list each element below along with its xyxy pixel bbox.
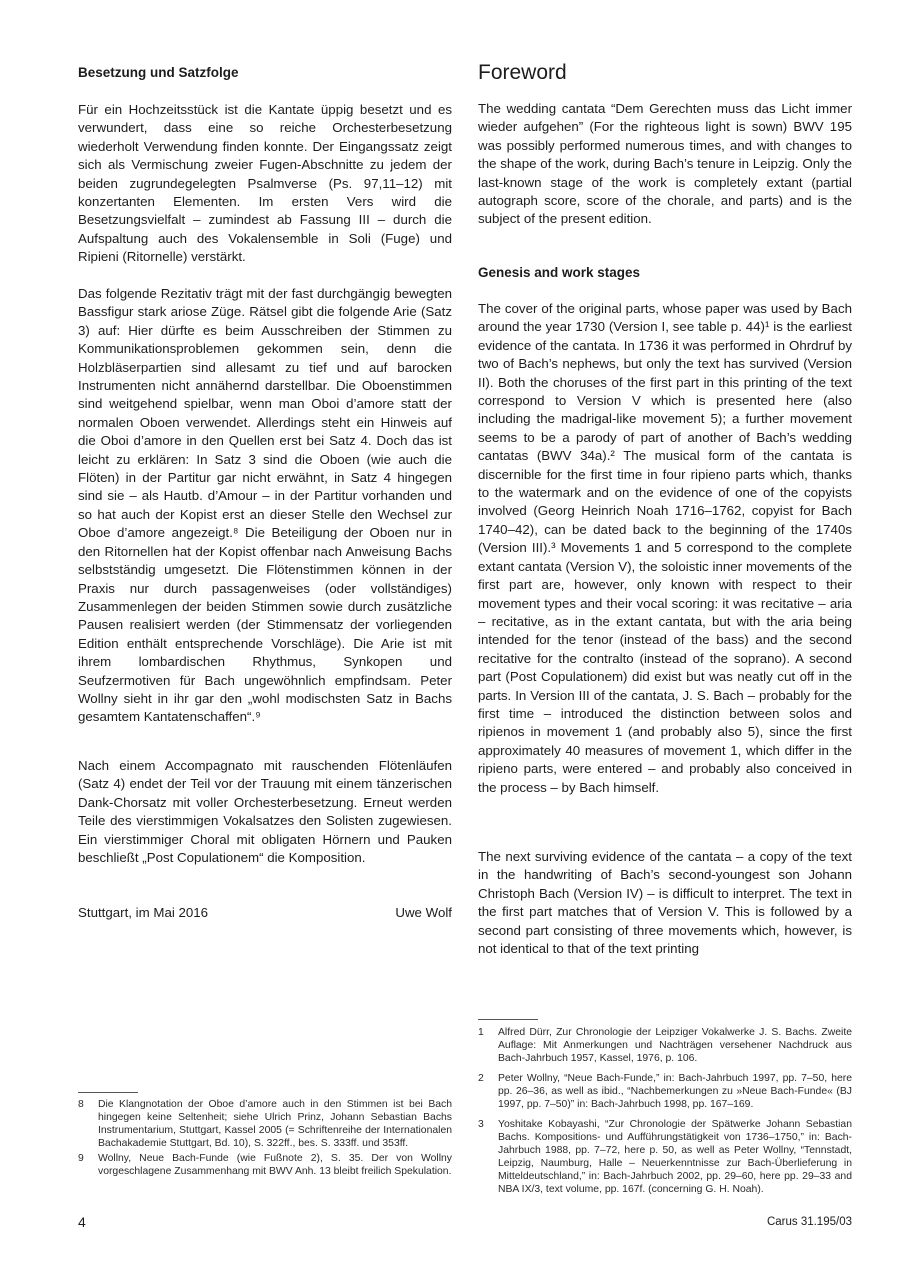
left-paragraph-3: Nach einem Accompagnato mit rauschenden Flötenläufen (Satz 4) endet der Teil vor der Trauung mit einem tänzerischen Dank-Chorsatz mit voller Orchesterbesetzung. Erneut werden Teile des vierstimmigen Vokalsatzes den Solisten zugewiesen. Ein vierstimmiger Choral mit obligaten Hörnern und Pauken beschließt „Post Copulationem“ die Komposition. (78, 758, 452, 866)
footnote-text: Peter Wollny, “Neue Bach-Funde,” in: Bach-Jahrbuch 1997, pp. 7–50, here pp. 26–36, as well as ibid., “Nachbemerkungen zu »Neue Bach-Funde« (BJ 1997, pp. 7–50)” in: Bach-Jahrbuch 1998, pp. 167–169. (498, 1073, 852, 1110)
footnote-2 (478, 1072, 852, 1116)
footnote-text: Yoshitake Kobayashi, “Zur Chronologie der Spätwerke Johann Sebastian Bachs. Kompositions- und Aufführungstätigkeit von 1736–1750,” in: Bach-Jahrbuch 1988, pp. 7–72, here p. 50, as well as Peter Wollny, “Tennstadt, Leipzig, Naumburg, Halle – Neuerkenntnisse zur Bach-Überlieferung in Mitteldeutschland,” in: Bach-Jahrbuch 2002, pp. 29–60, here pp. 29–33 and NBA IX/3, text volume, pp. 167f. (concerning G. H. Noah). (498, 1119, 852, 1195)
footnote-divider (478, 1019, 538, 1020)
footnote-divider (78, 1092, 138, 1093)
author-name: Uwe Wolf (395, 905, 452, 920)
foreword-title: Foreword (478, 61, 567, 84)
footnote-number: 8 (78, 1099, 84, 1110)
footnote-text: Alfred Dürr, Zur Chronologie der Leipziger Vokalwerke J. S. Bachs. Zweite Auflage: Mit Anmerkungen und Nachträgen versehener Nachdruck aus Bach-Jahrbuch 1957, Kassel, 1976, p. 106. (498, 1027, 852, 1064)
footnote-text: Die Klangnotation der Oboe d’amore auch in den Stimmen ist bei Bach hingegen keine Seltenheit; siehe Ulrich Prinz, Johann Sebastian Bachs Instrumentarium, Stuttgart, Kassel 2005 (= Schriftenreihe der Internationalen Bachakademie Stuttgart, Bd. 10), S. 322ff., bes. S. 333ff. und 353ff. (98, 1099, 452, 1149)
footnote-number: 9 (78, 1153, 84, 1164)
place-date: Stuttgart, im Mai 2016 (78, 905, 209, 920)
right-paragraph-1: The cover of the original parts, whose paper was used by Bach around the year 1730 (Version I, see table p. 44)¹ is the earliest evidence of the cantata. In 1736 it was performed in Ohrdruf by two of Bach’s nephews, but only the text has survived (Version II). Both the choruses of the first part in this printing of the text correspond to Version V which is presented here (also including the madrigal-like movement 5); a further movement seems to be a parody of part of another of Bach’s wedding cantatas (BWV 34a).² The musical form of the cantata is discernible for the first time in four ripieno parts which, thanks to the watermark and on the evidence of one of the copyists involved (Georg Heinrich Noah 1716–1762, copyist for Bach 1740–42), can be dated back to the beginning of the 1740s (Version III).³ Movements 1 and 5 correspond to the complete extant cantata (Version V), the soloistic inner movements of the first part are, however, only known with respect to their movement types and their vocal scoring: it was recitative – aria – recitative, as in the extant cantata, but with the aria being intended for the tenor (instead of the bass) and the second recitative for the contralto (instead of the soprano). A second part (Post Copulationem) did exist but was neatly cut off in the parts. In Version III of the cantata, J. S. Bach – probably for the first time – introduced the distinction between solos and ripienos in movement 1 (and probably also 5), since the first approximately 40 measures of movement 1, which differ in the ripieno parts, were entered – and probably also conceived in the process – by Bach himself. (478, 301, 852, 795)
footnote-3 (478, 1118, 852, 1198)
footnote-text: Wollny, Neue Bach-Funde (wie Fußnote 2), S. 35. Der von Wollny vorgeschlagene Zusammenhang mit BWV Anh. 13 bleibt freilich Spekulation. (98, 1153, 452, 1177)
intro-paragraph: The wedding cantata “Dem Gerechten muss das Licht immer wieder aufgehen” (For the righteous light is sown) BWV 195 was possibly performed numerous times, and with changes to the shape of the work, during Bach’s tenure in Leipzig. Only the last-known stage of the work is completely extant (partial autograph score, score of the chorale, and parts) and is the subject of the present edition. (478, 101, 852, 227)
footnote-8 (78, 1098, 452, 1153)
footnote-number: 3 (478, 1119, 484, 1130)
footnote-1 (478, 1026, 852, 1070)
left-paragraph-1: Für ein Hochzeitsstück ist die Kantate üppig besetzt und es verwundert, dass eine so reiche Orchesterbesetzung wiederholt Verwendung finden konnte. Der Eingangssatz zeigt sich als Vermischung zweier Fugen-Abschnitte zu jedem der beiden zugrundegelegten Psalmverse (Ps. 97,11–12) mit konzertanten Elementen. Im ersten Vers wird die Besetzungsvielfalt – zumindest ab Fassung III – durch die Aufspaltung auch des Vokalensemble in Soli (Fuge) und Ripieni (Ritornelle) verstärkt. (78, 102, 452, 265)
page-number: 4 (78, 1214, 86, 1230)
footnote-9 (78, 1152, 452, 1194)
catalog-number: Carus 31.195/03 (766, 1216, 852, 1228)
signature-line (78, 904, 452, 922)
footnote-number: 1 (478, 1027, 484, 1038)
section-heading-besetzung: Besetzung und Satzfolge (78, 65, 239, 80)
left-paragraph-2: Das folgende Rezitativ trägt mit der fast durchgängig bewegten Bassfigur stark ariose Züge. Rätsel gibt die folgende Arie (Satz 3) auf: Hier dürfte es beim Ausschreiben der Stimmen zu Kommunikationsproblemen gekommen sein, denn die Holzbläserpartien sind allesamt zu tief und auf barocken Instrumenten nicht annähernd darstellbar. Die Oboenstimmen sind weitgehend spielbar, wenn man Oboi d’amore statt der normalen Oboen verwendet. Allerdings steht ein Hinweis auf die Oboi d’amore in den Quellen erst bei Satz 4. Doch das ist leicht zu erklären: In Satz 3 sind die Oboen (wie auch die Flöten) in der Partitur gar nicht erwähnt, in Satz 4 hingegen sind sie – als Hautb. d’Amour – in der Partitur vorhanden und so hat auch der Kopist erst an dieser Stelle den Wechsel zur Oboe d’amore angezeigt.⁸ Die Beteiligung der Oboen nur in den Ritornellen hat der Kopist offenbar nach Anweisung Bachs selbstständig umgesetzt. Die Flötenstimmen können in der Praxis nur durch passagenweises (oder vollständiges) Zusammenlegen der beiden Stimmen sowie durch zusätzliche Pausen realisiert werden (der Stimmensatz der vorliegenden Edition enthält entsprechende Vorschläge). Die Arie ist mit ihrem lombardischen Rhythmus, Synkopen und Seufzermotiven für Bach ungewöhnlich empfindsam. Peter Wollny sieht in ihr gar den „wohl modischsten Satz in Bachs gesamtem Kantatenschaffen“.⁹ (78, 286, 452, 725)
right-paragraph-2: The next surviving evidence of the cantata – a copy of the text in the handwriting of Bach’s second-youngest son Johann Christoph Bach (Version IV) – is difficult to interpret. The text in the first part matches that of Version V. This is followed by a second part consisting of three movements which, however, is not identical to that of the text printing (478, 849, 852, 957)
section-heading-genesis: Genesis and work stages (478, 265, 641, 280)
footnote-number: 2 (478, 1073, 484, 1084)
